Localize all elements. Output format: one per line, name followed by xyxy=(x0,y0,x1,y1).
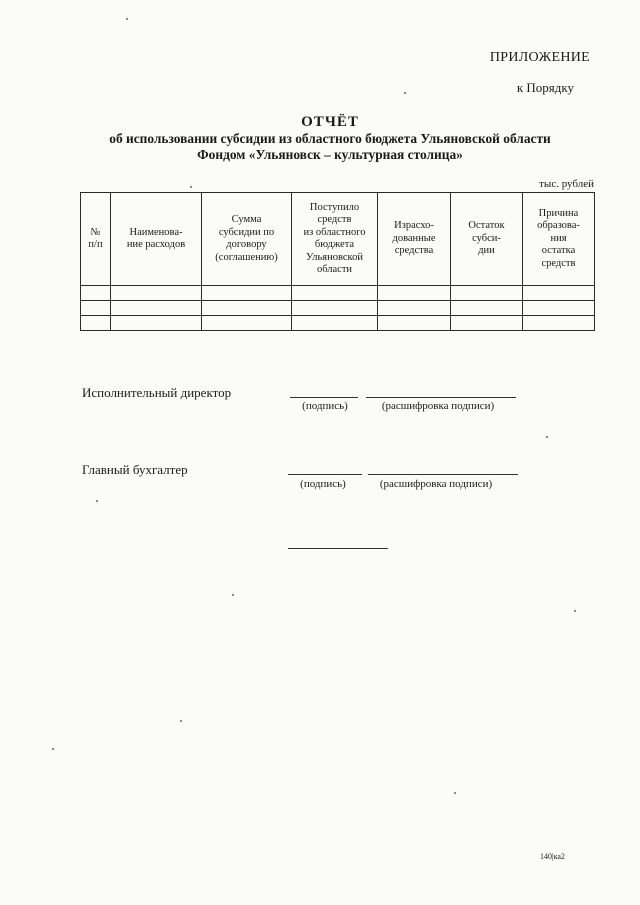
table-cell xyxy=(378,316,451,331)
appendix-label: ПРИЛОЖЕНИЕ xyxy=(489,50,590,65)
units-label: тыс. рублей xyxy=(539,178,594,190)
director-signature-caption: (подпись) xyxy=(302,400,348,412)
table-cell xyxy=(292,286,378,301)
table-row xyxy=(81,301,595,316)
scan-speck xyxy=(190,186,192,188)
col-header-spent-funds: Израсхо- дованные средства xyxy=(378,193,451,286)
table-cell xyxy=(451,286,523,301)
table-cell xyxy=(202,301,292,316)
table-cell xyxy=(111,301,202,316)
table-cell xyxy=(111,316,202,331)
scan-speck xyxy=(126,18,128,20)
table-cell xyxy=(451,316,523,331)
director-label: Исполнительный директор xyxy=(82,385,232,400)
table-cell xyxy=(202,316,292,331)
col-header-received-funds: Поступило средств из областного бюджета Ульяновской области xyxy=(292,193,378,286)
scan-speck xyxy=(454,792,456,794)
scan-speck xyxy=(52,748,54,750)
table-cell xyxy=(202,286,292,301)
table-cell xyxy=(378,286,451,301)
table-row xyxy=(81,316,595,331)
subtitle-line-1: об использовании субсидии из областного бюджета Ульяновской области xyxy=(109,131,551,146)
table-cell xyxy=(451,301,523,316)
accountant-signature-caption: (подпись) xyxy=(300,478,346,490)
document-subtitle xyxy=(60,131,600,163)
director-name-caption: (расшифровка подписи) xyxy=(381,400,495,412)
scan-speck xyxy=(404,92,406,94)
col-header-expense-name: Наименова- ние расходов xyxy=(111,193,202,286)
report-table xyxy=(80,192,595,331)
table-header-row xyxy=(81,193,595,286)
table-cell xyxy=(81,286,111,301)
closing-divider xyxy=(288,548,388,549)
col-header-subsidy-amount: Сумма субсидии по договору (соглашению) xyxy=(202,193,292,286)
table-cell xyxy=(523,301,595,316)
table-cell xyxy=(81,316,111,331)
table-cell xyxy=(523,286,595,301)
scan-speck xyxy=(232,594,234,596)
scan-speck xyxy=(180,720,182,722)
table-cell xyxy=(292,301,378,316)
table-row xyxy=(81,286,595,301)
table-cell xyxy=(378,301,451,316)
col-header-number: № п/п xyxy=(81,193,111,286)
page-stamp: 140|ка2 xyxy=(540,852,565,861)
director-name-line xyxy=(366,396,516,398)
document-title: ОТЧЁТ xyxy=(301,114,359,130)
accountant-signature-line xyxy=(288,473,362,475)
table-cell xyxy=(81,301,111,316)
scan-speck xyxy=(574,610,576,612)
subtitle-line-2: Фондом «Ульяновск – культурная столица» xyxy=(197,147,463,162)
accountant-label: Главный бухгалтер xyxy=(82,462,188,477)
accountant-name-caption: (расшифровка подписи) xyxy=(379,478,493,490)
appendix-reference: к Порядку xyxy=(516,80,574,95)
col-header-subsidy-balance: Остаток субси- дии xyxy=(451,193,523,286)
accountant-name-line xyxy=(368,473,518,475)
table-cell xyxy=(292,316,378,331)
table-cell xyxy=(523,316,595,331)
scan-speck xyxy=(546,436,548,438)
table-cell xyxy=(111,286,202,301)
director-signature-line xyxy=(290,396,358,398)
col-header-balance-reason: Причина образова- ния остатка средств xyxy=(523,193,595,286)
scan-speck xyxy=(96,500,98,502)
